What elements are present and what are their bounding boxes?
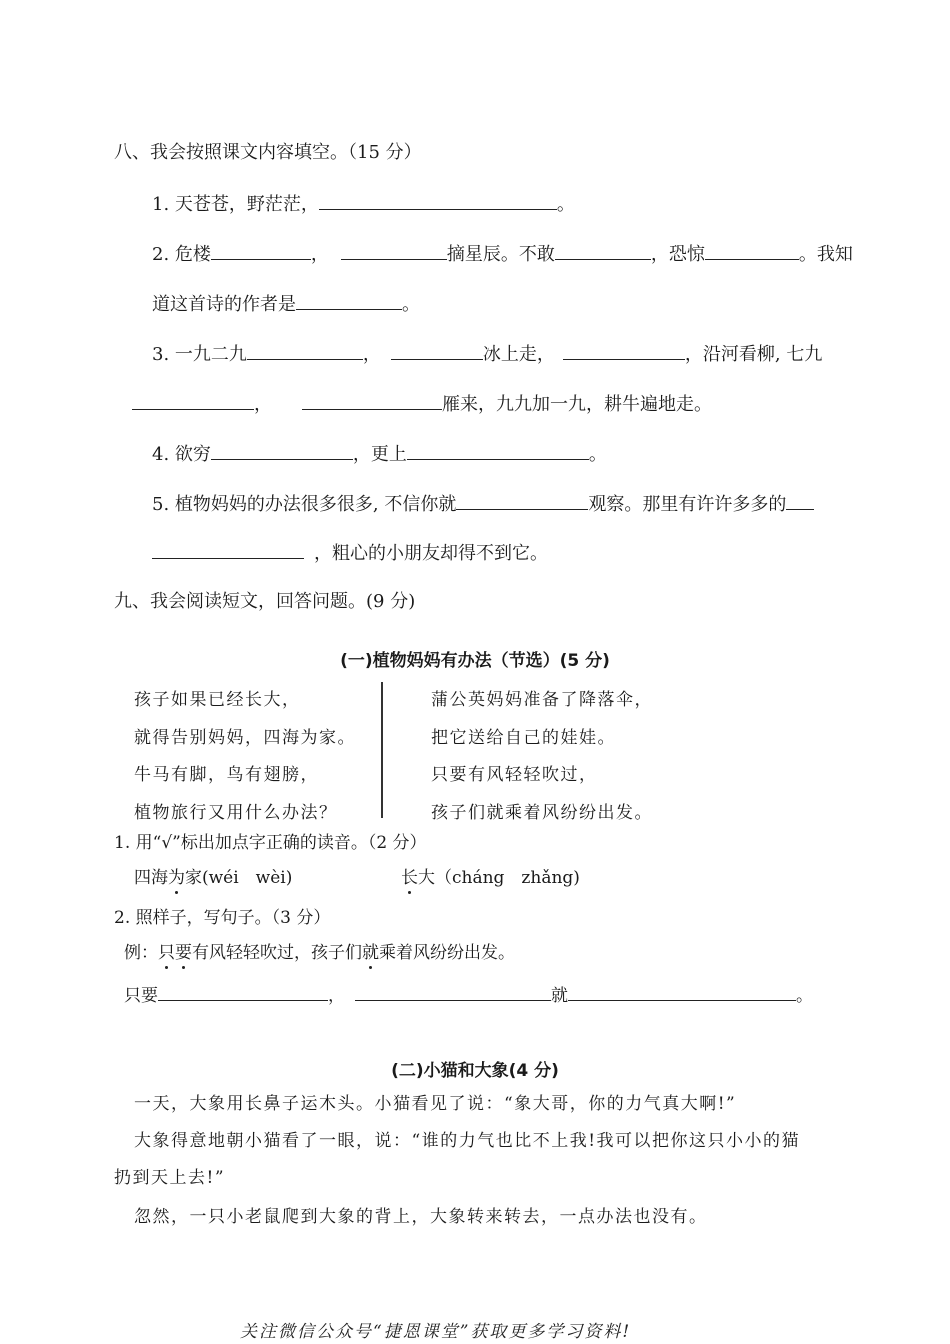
poem-divider (381, 682, 383, 818)
question-8-1: 1. 天苍苍，野茫茫， 。 (152, 191, 575, 217)
question-8-5: 5. 植物妈妈的办法很多很多, 不信你就 观察。那里有许许多多的 (152, 491, 814, 517)
poem-line: 蒲公英妈妈准备了降落伞， (431, 690, 653, 710)
answer-blank[interactable] (391, 341, 483, 360)
question-8-2-cont: 道这首诗的作者是 。 (152, 291, 420, 317)
answer-blank[interactable] (211, 441, 353, 460)
story-paragraph: 忽然，一只小老鼠爬到大象的背上，大象转来转去，一点办法也没有。 (134, 1207, 708, 1227)
pinyin-option-2: 长大（cháng zhǎng) (401, 868, 580, 888)
reading-1-question-2: 2. 照样子，写句子。（3 分） (114, 908, 331, 928)
pinyin-option-1: 四海为家(wéi wèi) (134, 868, 293, 888)
answer-blank[interactable] (319, 191, 557, 210)
q8-1-text: 1. 天苍苍，野茫茫， (152, 194, 319, 215)
poem-line: 只要有风轻轻吹过， (431, 765, 598, 785)
answer-blank[interactable] (355, 982, 551, 1001)
poem-line: 就得告别妈妈，四海为家。 (134, 727, 356, 748)
section-9-heading: 九、我会阅读短文，回答问题。(9 分) (114, 591, 416, 612)
answer-blank[interactable] (247, 341, 363, 360)
answer-blank[interactable] (302, 391, 442, 410)
question-8-5-cont: ，粗心的小朋友却得不到它。 (152, 540, 548, 566)
answer-blank[interactable] (705, 241, 799, 260)
dotted-char: 长 (401, 868, 418, 888)
answer-blank[interactable] (296, 291, 402, 310)
poem-left-column (134, 682, 356, 832)
answer-blank[interactable] (158, 982, 328, 1001)
footer-note: 关注微信公众号“捷恩课堂”获取更多学习资料! (240, 1322, 632, 1342)
answer-blank[interactable] (786, 491, 814, 510)
dotted-char: 要 (175, 943, 192, 963)
question-8-4: 4. 欲穷 ，更上 。 (152, 441, 607, 467)
dotted-char: 只 (158, 943, 175, 963)
answer-blank[interactable] (456, 491, 588, 510)
story-paragraph-cont: 扔到天上去!” (114, 1168, 226, 1188)
answer-sentence: 只要 ， 就 。 (124, 982, 813, 1008)
poem-line: 把它送给自己的娃娃。 (431, 727, 616, 748)
answer-blank[interactable] (568, 982, 796, 1001)
reading-1-question-1: 1. 用“√”标出加点字正确的读音。（2 分） (114, 833, 427, 853)
example-sentence: 例：只要有风轻轻吹过，孩子们就乘着风纷纷出发。 (124, 943, 515, 963)
poem-line: 孩子们就乘着风纷纷出发。 (431, 802, 653, 823)
answer-blank[interactable] (555, 241, 651, 260)
answer-blank[interactable] (211, 241, 311, 260)
poem-right-column (431, 682, 653, 832)
story-paragraph: 一天，大象用长鼻子运木头。小猫看见了说：“象大哥，你的力气真大啊!” (134, 1094, 737, 1114)
section-8-heading: 八、我会按照课文内容填空。（15 分） (114, 142, 422, 163)
reading-2-title: (二)小猫和大象(4 分) (391, 1061, 559, 1081)
answer-blank[interactable] (563, 341, 685, 360)
poem-line: 牛马有脚，鸟有翅膀， (134, 765, 319, 785)
answer-blank[interactable] (132, 391, 254, 410)
reading-1-title: (一)植物妈妈有办法（节选）(5 分) (340, 651, 610, 671)
answer-blank[interactable] (407, 441, 589, 460)
story-paragraph: 大象得意地朝小猫看了一眼，说：“谁的力气也比不上我!我可以把你这只小小的猫 (134, 1131, 801, 1151)
question-8-2: 2. 危楼 ， 摘星辰。不敢 ，恐惊 。我知 (152, 241, 853, 267)
dotted-char: 为 (168, 868, 185, 888)
question-8-3: 3. 一九二九 ， 冰上走， ，沿河看柳, 七九 (152, 341, 822, 367)
dotted-char: 就 (362, 943, 379, 963)
question-8-3-cont: ， 雁来，九九加一九，耕牛遍地走。 (132, 391, 712, 417)
poem-line: 植物旅行又用什么办法？ (134, 802, 338, 823)
answer-blank[interactable] (341, 241, 447, 260)
poem-line: 孩子如果已经长大， (134, 690, 301, 710)
answer-blank[interactable] (152, 540, 304, 559)
